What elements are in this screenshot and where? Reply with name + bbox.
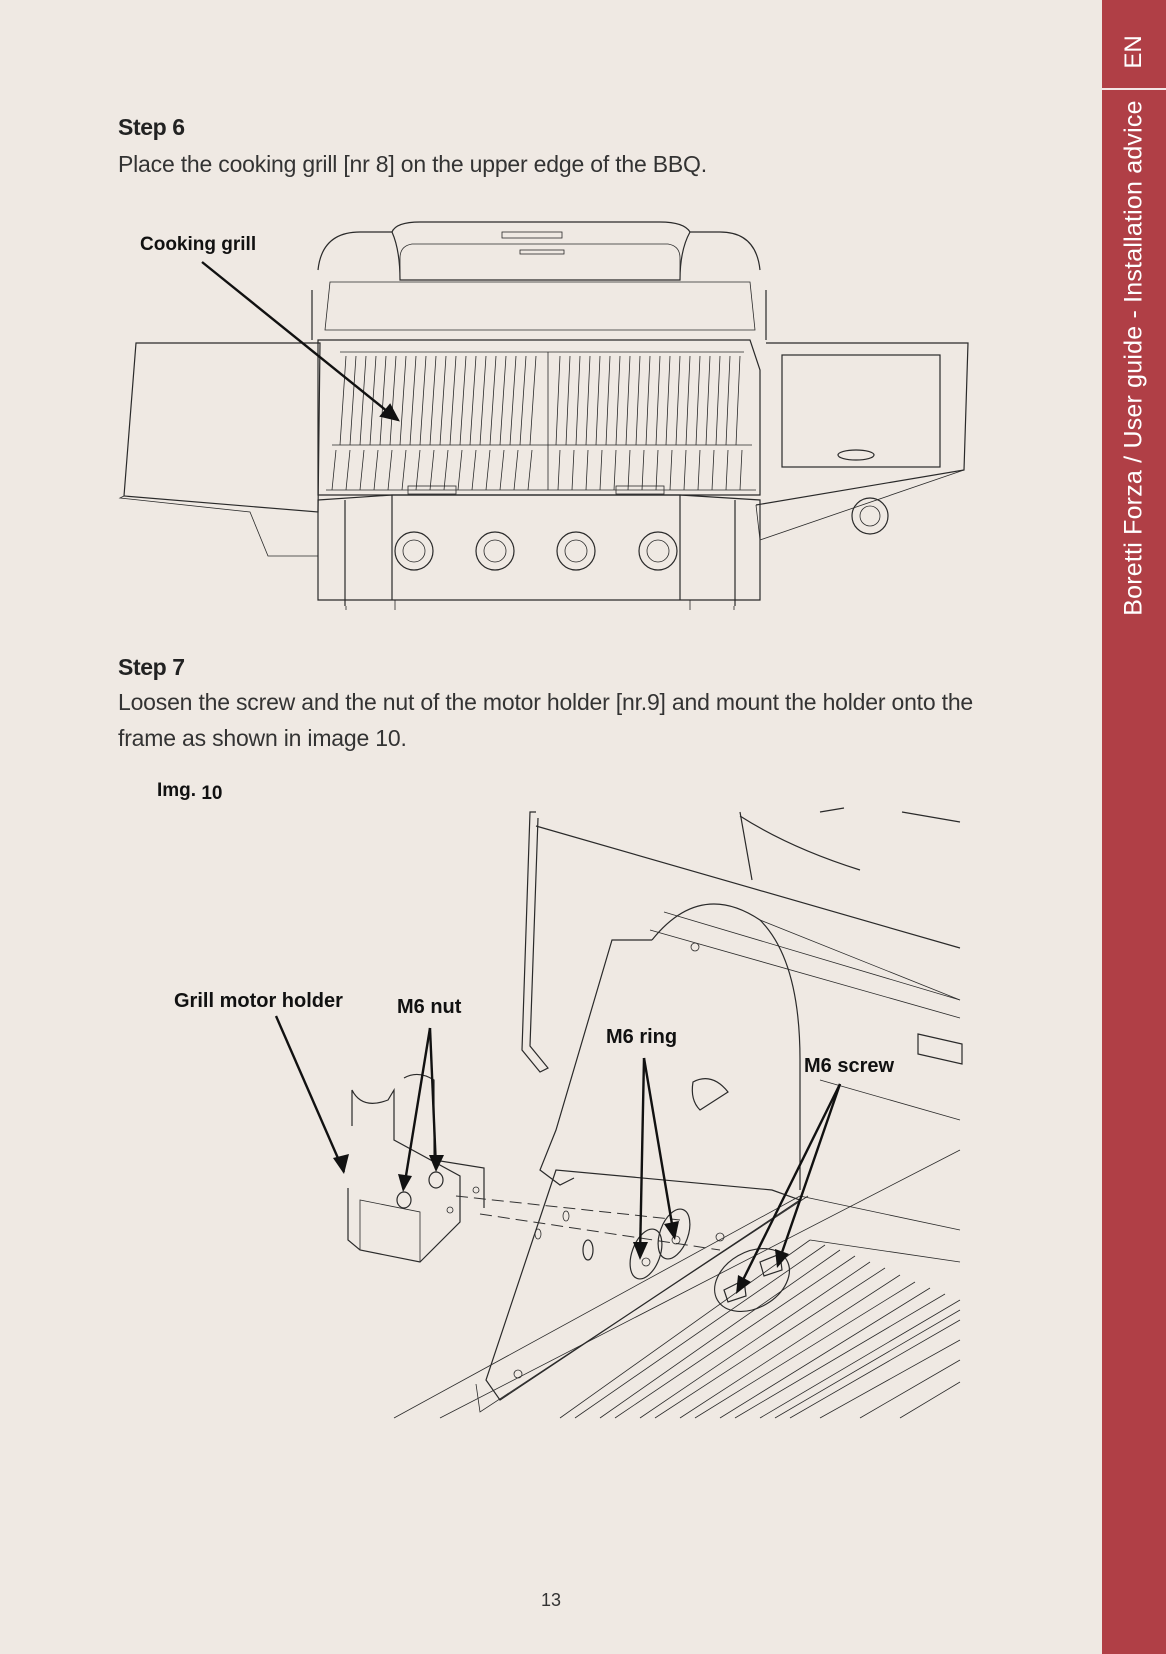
cooking-grill-label: Cooking grill	[140, 234, 257, 255]
step-7-heading: Step 7	[118, 654, 185, 680]
page-number: 13	[540, 1590, 562, 1610]
step-6-heading: Step 6	[118, 114, 185, 140]
grill-motor-holder-label: Grill motor holder	[174, 990, 343, 1012]
m6-nut-label: M6 nut	[397, 996, 462, 1018]
m6-ring-label: M6 ring	[606, 1026, 678, 1048]
language-label: EN	[1120, 35, 1147, 69]
image-caption-prefix: Img.	[157, 780, 197, 801]
m6-screw-label: M6 screw	[804, 1055, 895, 1077]
document-title: Boretti Forza / User guide - Installation advice	[1119, 100, 1148, 616]
image-caption-number: 10	[201, 783, 223, 804]
sidebar-band	[1102, 0, 1166, 1654]
step-6-text: Place the cooking grill [nr 8] on the upper edge of the BBQ.	[118, 151, 707, 177]
step-7-text: Loosen the screw and the nut of the motor holder [nr.9] and mount the holder onto the frame as shown in image 10.	[118, 689, 974, 751]
language-tab	[1102, 0, 1166, 90]
